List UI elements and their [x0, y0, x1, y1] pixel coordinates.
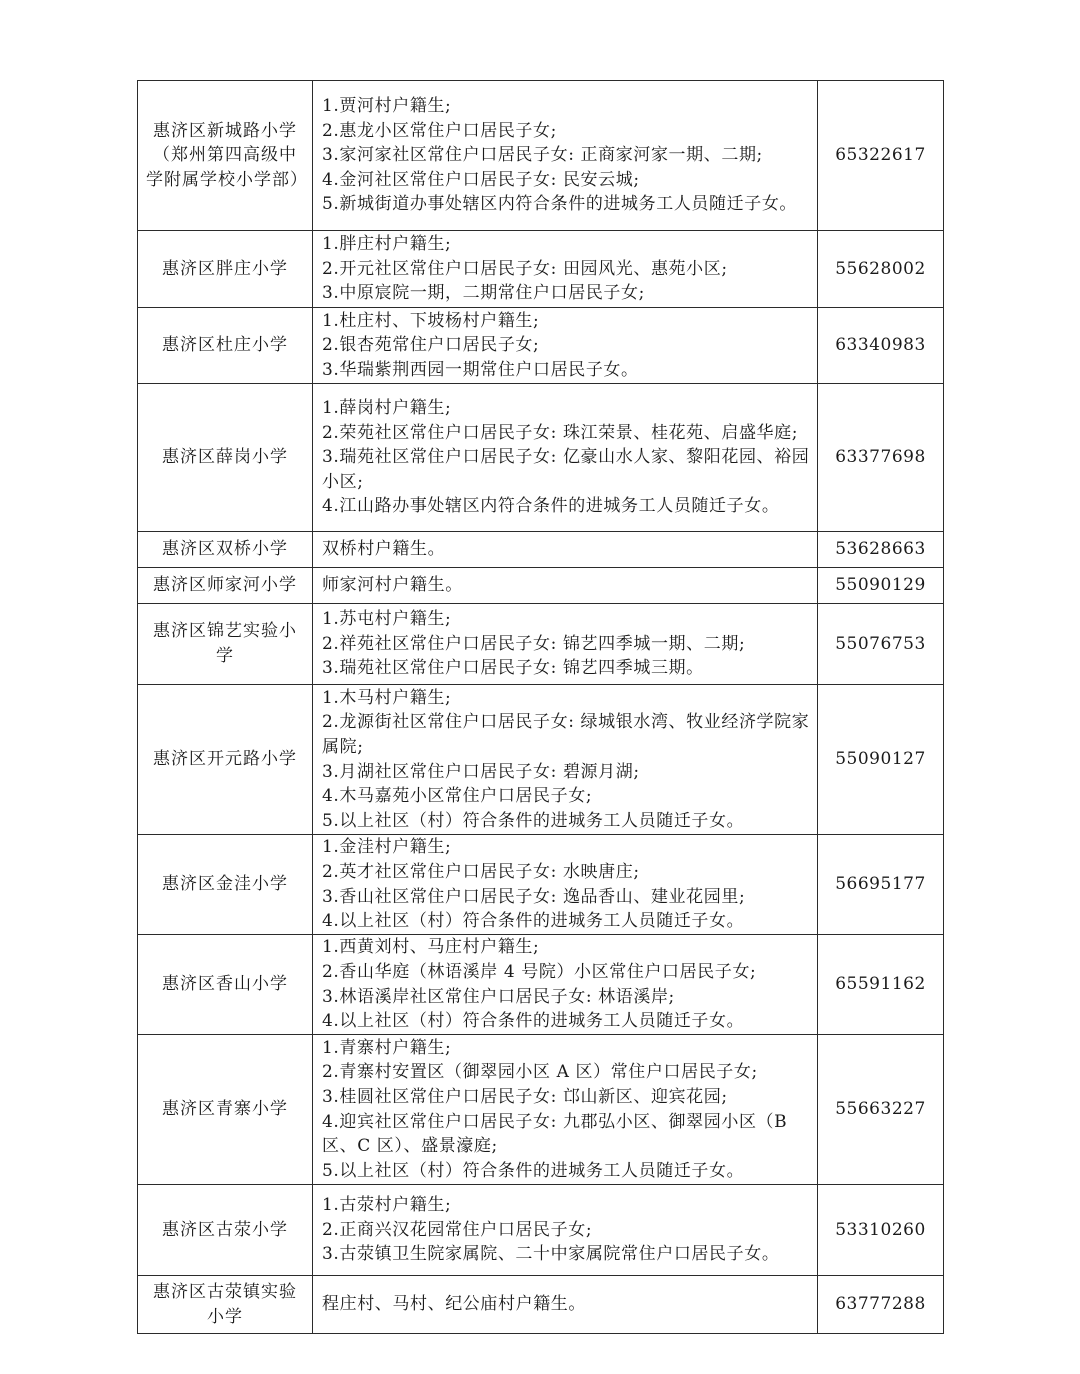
- phone-number-cell: 63340983: [818, 308, 944, 384]
- enrollment-area-cell: [313, 532, 818, 568]
- area-line: 3.华瑞紫荆西园一期常住户口居民子女。: [322, 359, 639, 380]
- school-name-cell: 惠济区杜庄小学: [138, 308, 313, 384]
- school-name-cell: 惠济区古荥镇实验小学: [138, 1276, 313, 1334]
- school-name-cell: 惠济区青寨小学: [138, 1035, 313, 1185]
- area-line: 2.青寨村安置区（御翠园小区 A 区）常住户口居民子女;: [322, 1062, 758, 1083]
- enrollment-area-cell: [313, 384, 818, 532]
- enrollment-area-cell: [313, 1185, 818, 1276]
- enrollment-area-cell: [313, 1276, 818, 1334]
- school-name-cell: 惠济区金洼小学: [138, 835, 313, 935]
- area-line: 3.香山社区常住户口居民子女: 逸品香山、建业花园里;: [322, 886, 746, 907]
- table-row: [138, 604, 944, 685]
- area-line: 1.苏屯村户籍生;: [322, 609, 452, 630]
- area-line: 4.江山路办事处辖区内符合条件的进城务工人员随迁子女。: [322, 496, 780, 517]
- area-line: 1.木马村户籍生;: [322, 687, 452, 708]
- table-row: [138, 835, 944, 935]
- area-line: 4.以上社区（村）符合条件的进城务工人员随迁子女。: [322, 1011, 745, 1032]
- phone-number-cell: 65322617: [818, 81, 944, 231]
- area-line: 3.家河家社区常住户口居民子女: 正商家河家一期、二期;: [322, 145, 763, 166]
- area-line: 2.龙源街社区常住户口居民子女: 绿城银水湾、牧业经济学院家属院;: [322, 712, 810, 757]
- area-line: 1.古荥村户籍生;: [322, 1195, 452, 1216]
- phone-number-cell: 63377698: [818, 384, 944, 532]
- phone-number-cell: 55076753: [818, 604, 944, 685]
- area-line: 3.中原宸院一期，二期常住户口居民子女;: [322, 283, 645, 304]
- enrollment-zone-table: [137, 80, 944, 1334]
- enrollment-area-cell: [313, 685, 818, 835]
- phone-number-cell: 55090129: [818, 568, 944, 604]
- table-row: [138, 532, 944, 568]
- table-body: [138, 81, 944, 1334]
- school-name-cell: 惠济区锦艺实验小学: [138, 604, 313, 685]
- area-line: 1.西黄刘村、马庄村户籍生;: [322, 937, 540, 958]
- area-line: 3.林语溪岸社区常住户口居民子女: 林语溪岸;: [322, 986, 675, 1007]
- table-row: [138, 384, 944, 532]
- area-line: 2.香山华庭（林语溪岸 4 号院）小区常住户口居民子女;: [322, 961, 757, 982]
- phone-number-cell: 55628002: [818, 231, 944, 308]
- school-name-cell: 惠济区古荥小学: [138, 1185, 313, 1276]
- area-line: 4.以上社区（村）符合条件的进城务工人员随迁子女。: [322, 911, 745, 932]
- area-line: 3.月湖社区常住户口居民子女: 碧源月湖;: [322, 761, 640, 782]
- table-row: [138, 685, 944, 835]
- table-row: [138, 308, 944, 384]
- area-line: 2.惠龙小区常住户口居民子女;: [322, 120, 557, 141]
- enrollment-area-cell: [313, 935, 818, 1035]
- table-row: [138, 231, 944, 308]
- area-line: 3.古荥镇卫生院家属院、二十中家属院常住户口居民子女。: [322, 1244, 780, 1265]
- school-name-cell: 惠济区胖庄小学: [138, 231, 313, 308]
- school-name-cell: 惠济区开元路小学: [138, 685, 313, 835]
- enrollment-area-cell: [313, 604, 818, 685]
- area-line: 3.瑞苑社区常住户口居民子女: 亿豪山水人家、黎阳花园、裕园小区;: [322, 447, 810, 492]
- phone-number-cell: 56695177: [818, 835, 944, 935]
- area-line: 1.胖庄村户籍生;: [322, 234, 452, 255]
- phone-number-cell: 55663227: [818, 1035, 944, 1185]
- area-line: 5.以上社区（村）符合条件的进城务工人员随迁子女。: [322, 1160, 745, 1181]
- enrollment-area-cell: [313, 1035, 818, 1185]
- area-line: 4.木马嘉苑小区常住户口居民子女;: [322, 786, 593, 807]
- area-line: 1.薛岗村户籍生;: [322, 398, 452, 419]
- enrollment-area-cell: [313, 231, 818, 308]
- table-row: [138, 1035, 944, 1185]
- table-row: [138, 568, 944, 604]
- phone-number-cell: 53628663: [818, 532, 944, 568]
- table-row: [138, 81, 944, 231]
- area-line: 2.银杏苑常住户口居民子女;: [322, 335, 540, 356]
- area-line: 2.开元社区常住户口居民子女: 田园风光、惠苑小区;: [322, 258, 728, 279]
- table-row: [138, 1185, 944, 1276]
- school-name-cell: 惠济区师家河小学: [138, 568, 313, 604]
- area-line: 1.杜庄村、下坡杨村户籍生;: [322, 310, 540, 331]
- area-line: 2.祥苑社区常住户口居民子女: 锦艺四季城一期、二期;: [322, 633, 746, 654]
- school-name-cell: 惠济区新城路小学（郑州第四高级中学附属学校小学部）: [138, 81, 313, 231]
- area-line: 3.桂圆社区常住户口居民子女: 邙山新区、迎宾花园;: [322, 1086, 728, 1107]
- area-line: 5.新城街道办事处辖区内符合条件的进城务工人员随迁子女。: [322, 194, 798, 215]
- enrollment-area-cell: [313, 81, 818, 231]
- area-line: 双桥村户籍生。: [322, 539, 446, 560]
- area-line: 师家河村户籍生。: [322, 575, 463, 596]
- phone-number-cell: 55090127: [818, 685, 944, 835]
- school-name-cell: 惠济区香山小学: [138, 935, 313, 1035]
- area-line: 4.迎宾社区常住户口居民子女: 九郡弘小区、御翠园小区（B 区、C 区）、盛景濠庭;: [322, 1111, 788, 1157]
- area-line: 2.荣苑社区常住户口居民子女: 珠江荣景、桂花苑、启盛华庭;: [322, 422, 799, 443]
- area-line: 2.正商兴汉花园常住户口居民子女;: [322, 1219, 593, 1240]
- area-line: 2.英才社区常住户口居民子女: 水映唐庄;: [322, 861, 640, 882]
- area-line: 4.金河社区常住户口居民子女: 民安云城;: [322, 169, 640, 190]
- phone-number-cell: 65591162: [818, 935, 944, 1035]
- table-row: [138, 1276, 944, 1334]
- area-line: 程庄村、马村、纪公庙村户籍生。: [322, 1294, 586, 1315]
- area-line: 5.以上社区（村）符合条件的进城务工人员随迁子女。: [322, 810, 745, 831]
- school-name-cell: 惠济区薛岗小学: [138, 384, 313, 532]
- area-line: 1.金洼村户籍生;: [322, 837, 452, 858]
- area-line: 3.瑞苑社区常住户口居民子女: 锦艺四季城三期。: [322, 658, 704, 679]
- school-name-cell: 惠济区双桥小学: [138, 532, 313, 568]
- table-row: [138, 935, 944, 1035]
- phone-number-cell: 63777288: [818, 1276, 944, 1334]
- area-line: 1.青寨村户籍生;: [322, 1037, 452, 1058]
- area-line: 1.贾河村户籍生;: [322, 96, 452, 117]
- enrollment-area-cell: [313, 835, 818, 935]
- enrollment-area-cell: [313, 568, 818, 604]
- phone-number-cell: 53310260: [818, 1185, 944, 1276]
- enrollment-area-cell: [313, 308, 818, 384]
